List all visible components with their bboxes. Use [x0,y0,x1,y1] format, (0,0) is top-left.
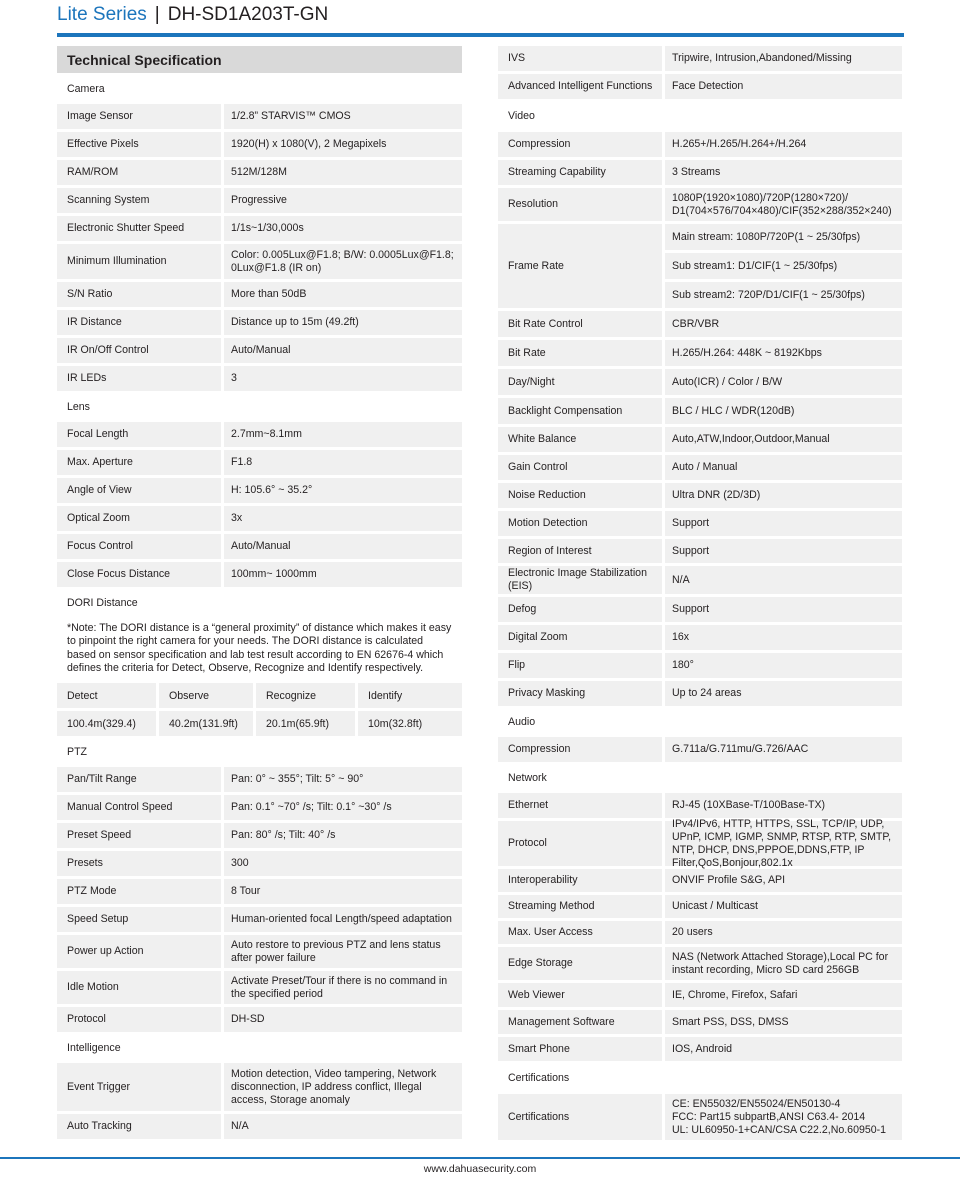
spec-row [57,851,462,876]
spec-row [57,338,462,363]
section-lens: Lens [67,400,90,413]
spec-label: Minimum Illumination [57,244,221,279]
spec-value: Ultra DNR (2D/3D) [665,483,902,508]
spec-row [498,869,902,892]
spec-label: Motion Detection [498,511,662,536]
spec-value: N/A [224,1114,462,1139]
spec-value: Pan: 0° ~ 355°; Tilt: 5° ~ 90° [224,767,462,792]
spec-value: DH-SD [224,1007,462,1032]
spec-label: Pan/Tilt Range [57,767,221,792]
spec-label: Angle of View [57,478,221,503]
spec-row [498,427,902,452]
header-separator: | [154,4,160,25]
spec-value: Motion detection, Video tampering, Network disconnection, IP address conflict, Illegal access, Storage anomaly [224,1063,462,1111]
spec-value: Auto(ICR) / Color / B/W [665,369,902,395]
spec-row [57,935,462,968]
spec-row [498,511,902,536]
spec-row [498,311,902,337]
spec-label: Protocol [498,821,662,866]
spec-value: 1/2.8” STARVIS™ CMOS [224,104,462,129]
spec-value: H: 105.6° ~ 35.2° [224,478,462,503]
spec-value: 512M/128M [224,160,462,185]
spec-row [498,398,902,424]
page-header [57,0,328,30]
spec-row [498,597,902,622]
spec-value: Auto / Manual [665,455,902,480]
spec-label: Noise Reduction [498,483,662,508]
spec-value: 1080P(1920×1080)/720P(1280×720)/ D1(704×576/704×480)/CIF(352×288/352×240) [665,188,902,221]
spec-row [57,1007,462,1032]
spec-label: Ethernet [498,793,662,818]
spec-row [57,534,462,559]
spec-value: Auto/Manual [224,534,462,559]
spec-row [57,823,462,848]
spec-label: Bit Rate Control [498,311,662,337]
spec-label: Effective Pixels [57,132,221,157]
section-intelligence: Intelligence [67,1041,121,1054]
spec-value: Support [665,597,902,622]
spec-row [498,188,902,221]
spec-value: Distance up to 15m (49.2ft) [224,310,462,335]
spec-value: 3 [224,366,462,391]
spec-row [57,366,462,391]
spec-value: H.265/H.264: 448K ~ 8192Kbps [665,340,902,366]
spec-value: IPv4/IPv6, HTTP, HTTPS, SSL, TCP/IP, UDP, UPnP, ICMP, IGMP, SNMP, RTSP, RTP, SMTP, NTP, DHCP, DNS,PPPOE,DDNS,FTP, IP Filter,QoS,Bonjour,802.1x [665,821,902,866]
spec-label: IR Distance [57,310,221,335]
spec-row [498,1037,902,1061]
spec-row [57,971,462,1004]
section-audio: Audio [508,715,536,728]
spec-value: CE: EN55032/EN55024/EN50130-4 FCC: Part15 subpartB,ANSI C63.4- 2014 UL: UL60950-1+CAN/CSA C22.2,No.60950-1 [665,1094,902,1140]
section-ptz: PTZ [67,745,88,758]
spec-row [498,566,902,594]
spec-row [498,340,902,366]
dori-cell: Recognize [256,683,355,708]
spec-row [57,104,462,129]
spec-value: IOS, Android [665,1037,902,1061]
spec-row [57,450,462,475]
spec-row [57,160,462,185]
spec-value: NAS (Network Attached Storage),Local PC for instant recording, Micro SD card 256GB [665,947,902,980]
frame-rate-values [665,224,902,308]
spec-value: Smart PSS, DSS, DMSS [665,1010,902,1034]
spec-label: Management Software [498,1010,662,1034]
spec-label: Power up Action [57,935,221,968]
spec-label: Presets [57,851,221,876]
spec-label: Frame Rate [498,224,662,308]
spec-label: Streaming Method [498,895,662,918]
spec-row [57,188,462,213]
spec-value: Support [665,511,902,536]
spec-label: Auto Tracking [57,1114,221,1139]
spec-value: Activate Preset/Tour if there is no command in the specified period [224,971,462,1004]
spec-row [498,46,902,71]
spec-row [57,879,462,904]
spec-value: Support [665,539,902,563]
spec-value: G.711a/G.711mu/G.726/AAC [665,737,902,762]
section-certifications: Certifications [508,1071,570,1084]
spec-value: Main stream: 1080P/720P(1 ~ 25/30fps) [665,224,902,250]
spec-row [498,817,902,869]
series-name: Lite Series [57,4,147,25]
spec-value: Sub stream2: 720P/D1/CIF(1 ~ 25/30fps) [665,282,902,308]
spec-row [57,422,462,447]
spec-label: Defog [498,597,662,622]
spec-label: Electronic Image Stabilization (EIS) [498,566,662,594]
dori-values-row [57,711,462,736]
spec-label: Electronic Shutter Speed [57,216,221,241]
spec-value: 2.7mm~8.1mm [224,422,462,447]
spec-value: Tripwire, Intrusion,Abandoned/Missing [665,46,902,71]
spec-label: Preset Speed [57,823,221,848]
spec-row [498,947,902,980]
dori-cell: 10m(32.8ft) [358,711,462,736]
spec-row [498,160,902,185]
model-number: DH-SD1A203T-GN [167,4,329,25]
spec-value: 3x [224,506,462,531]
spec-row [498,1094,902,1140]
dori-cell: Identify [358,683,462,708]
spec-label: Manual Control Speed [57,795,221,820]
spec-row [57,282,462,307]
left-column [57,46,462,1142]
spec-row [57,244,462,279]
right-column [498,46,902,1143]
spec-label: Optical Zoom [57,506,221,531]
dori-note: *Note: The DORI distance is a “general proximity” of distance which makes it easy to pinpoint the right camera for your needs. The DORI distance is calculated based on sensor specification and lab test result according to EN 62676-4 which defines the criteria for Detect, Observe, Recognize and Identify respectively. [67,622,452,675]
spec-row [57,562,462,587]
spec-label: Digital Zoom [498,625,662,650]
spec-label: Advanced Intelligent Functions [498,74,662,99]
spec-value: 180° [665,653,902,678]
spec-row [57,767,462,792]
spec-label: IVS [498,46,662,71]
spec-value: 3 Streams [665,160,902,185]
spec-value: ONVIF Profile S&G, API [665,869,902,892]
spec-row [498,539,902,563]
spec-value: Human-oriented focal Length/speed adaptation [224,907,462,932]
footer-rule [0,1157,960,1159]
spec-value: Up to 24 areas [665,681,902,706]
spec-row [57,216,462,241]
frame-rate-row [498,224,902,308]
spec-value: Sub stream1: D1/CIF(1 ~ 25/30fps) [665,253,902,279]
spec-row [498,455,902,480]
spec-title: Technical Specification [57,46,462,73]
footer-url: www.dahuasecurity.com [423,1163,537,1175]
spec-row [57,907,462,932]
spec-label: Focal Length [57,422,221,447]
spec-row [498,625,902,650]
spec-value: IE, Chrome, Firefox, Safari [665,983,902,1007]
spec-row [498,793,902,818]
spec-label: Image Sensor [57,104,221,129]
spec-label: Certifications [498,1094,662,1140]
spec-label: Scanning System [57,188,221,213]
spec-row [498,653,902,678]
spec-value: BLC / HLC / WDR(120dB) [665,398,902,424]
spec-label: Region of Interest [498,539,662,563]
spec-value: 1/1s~1/30,000s [224,216,462,241]
spec-row [498,921,902,944]
spec-label: Web Viewer [498,983,662,1007]
spec-value: Pan: 80° /s; Tilt: 40° /s [224,823,462,848]
spec-label: Event Trigger [57,1063,221,1111]
dori-cell: 100.4m(329.4) [57,711,156,736]
spec-label: Flip [498,653,662,678]
spec-label: Day/Night [498,369,662,395]
spec-label: PTZ Mode [57,879,221,904]
spec-row [498,369,902,395]
spec-value: Progressive [224,188,462,213]
spec-row [57,478,462,503]
spec-value: F1.8 [224,450,462,475]
spec-row [57,1114,462,1139]
dori-cell: 40.2m(131.9ft) [159,711,253,736]
spec-value: 100mm~ 1000mm [224,562,462,587]
spec-row [57,506,462,531]
spec-label: IR LEDs [57,366,221,391]
spec-value: CBR/VBR [665,311,902,337]
dori-headers-row [57,683,462,708]
spec-row [57,132,462,157]
spec-value: 300 [224,851,462,876]
dori-cell: 20.1m(65.9ft) [256,711,355,736]
spec-value: 16x [665,625,902,650]
section-dori: DORI Distance [67,596,138,609]
spec-row [498,983,902,1007]
spec-row [498,681,902,706]
spec-label: Focus Control [57,534,221,559]
spec-label: Edge Storage [498,947,662,980]
spec-label: Max. Aperture [57,450,221,475]
spec-value: Auto,ATW,Indoor,Outdoor,Manual [665,427,902,452]
spec-label: Smart Phone [498,1037,662,1061]
spec-value: Auto restore to previous PTZ and lens status after power failure [224,935,462,968]
spec-label: Compression [498,737,662,762]
spec-label: Compression [498,132,662,157]
section-network: Network [508,771,547,784]
spec-label: IR On/Off Control [57,338,221,363]
spec-row [498,132,902,157]
spec-value: 1920(H) x 1080(V), 2 Megapixels [224,132,462,157]
spec-label: Interoperability [498,869,662,892]
spec-label: Close Focus Distance [57,562,221,587]
spec-label: Streaming Capability [498,160,662,185]
spec-value: N/A [665,566,902,594]
spec-label: Max. User Access [498,921,662,944]
header-rule [57,33,904,37]
spec-value: More than 50dB [224,282,462,307]
spec-row [498,74,902,99]
spec-row [498,895,902,918]
spec-row [57,795,462,820]
spec-value: Auto/Manual [224,338,462,363]
spec-row [498,1010,902,1034]
spec-value: RJ-45 (10XBase-T/100Base-TX) [665,793,902,818]
spec-row [57,310,462,335]
spec-value: 20 users [665,921,902,944]
spec-value: 8 Tour [224,879,462,904]
spec-value: H.265+/H.265/H.264+/H.264 [665,132,902,157]
spec-row [57,1063,462,1111]
dori-cell: Observe [159,683,253,708]
spec-label: Resolution [498,188,662,221]
spec-label: Backlight Compensation [498,398,662,424]
spec-value: Unicast / Multicast [665,895,902,918]
spec-label: RAM/ROM [57,160,221,185]
section-video: Video [508,109,535,122]
spec-value: Pan: 0.1° ~70° /s; Tilt: 0.1° ~30° /s [224,795,462,820]
spec-label: Speed Setup [57,907,221,932]
spec-value: Color: 0.005Lux@F1.8; B/W: 0.0005Lux@F1.8; 0Lux@F1.8 (IR on) [224,244,462,279]
spec-value: Face Detection [665,74,902,99]
spec-label: S/N Ratio [57,282,221,307]
dori-cell: Detect [57,683,156,708]
spec-label: White Balance [498,427,662,452]
section-camera: Camera [67,82,105,95]
spec-label: Gain Control [498,455,662,480]
spec-label: Idle Motion [57,971,221,1004]
spec-row [498,737,902,762]
spec-label: Protocol [57,1007,221,1032]
spec-label: Bit Rate [498,340,662,366]
spec-label: Privacy Masking [498,681,662,706]
spec-row [498,483,902,508]
